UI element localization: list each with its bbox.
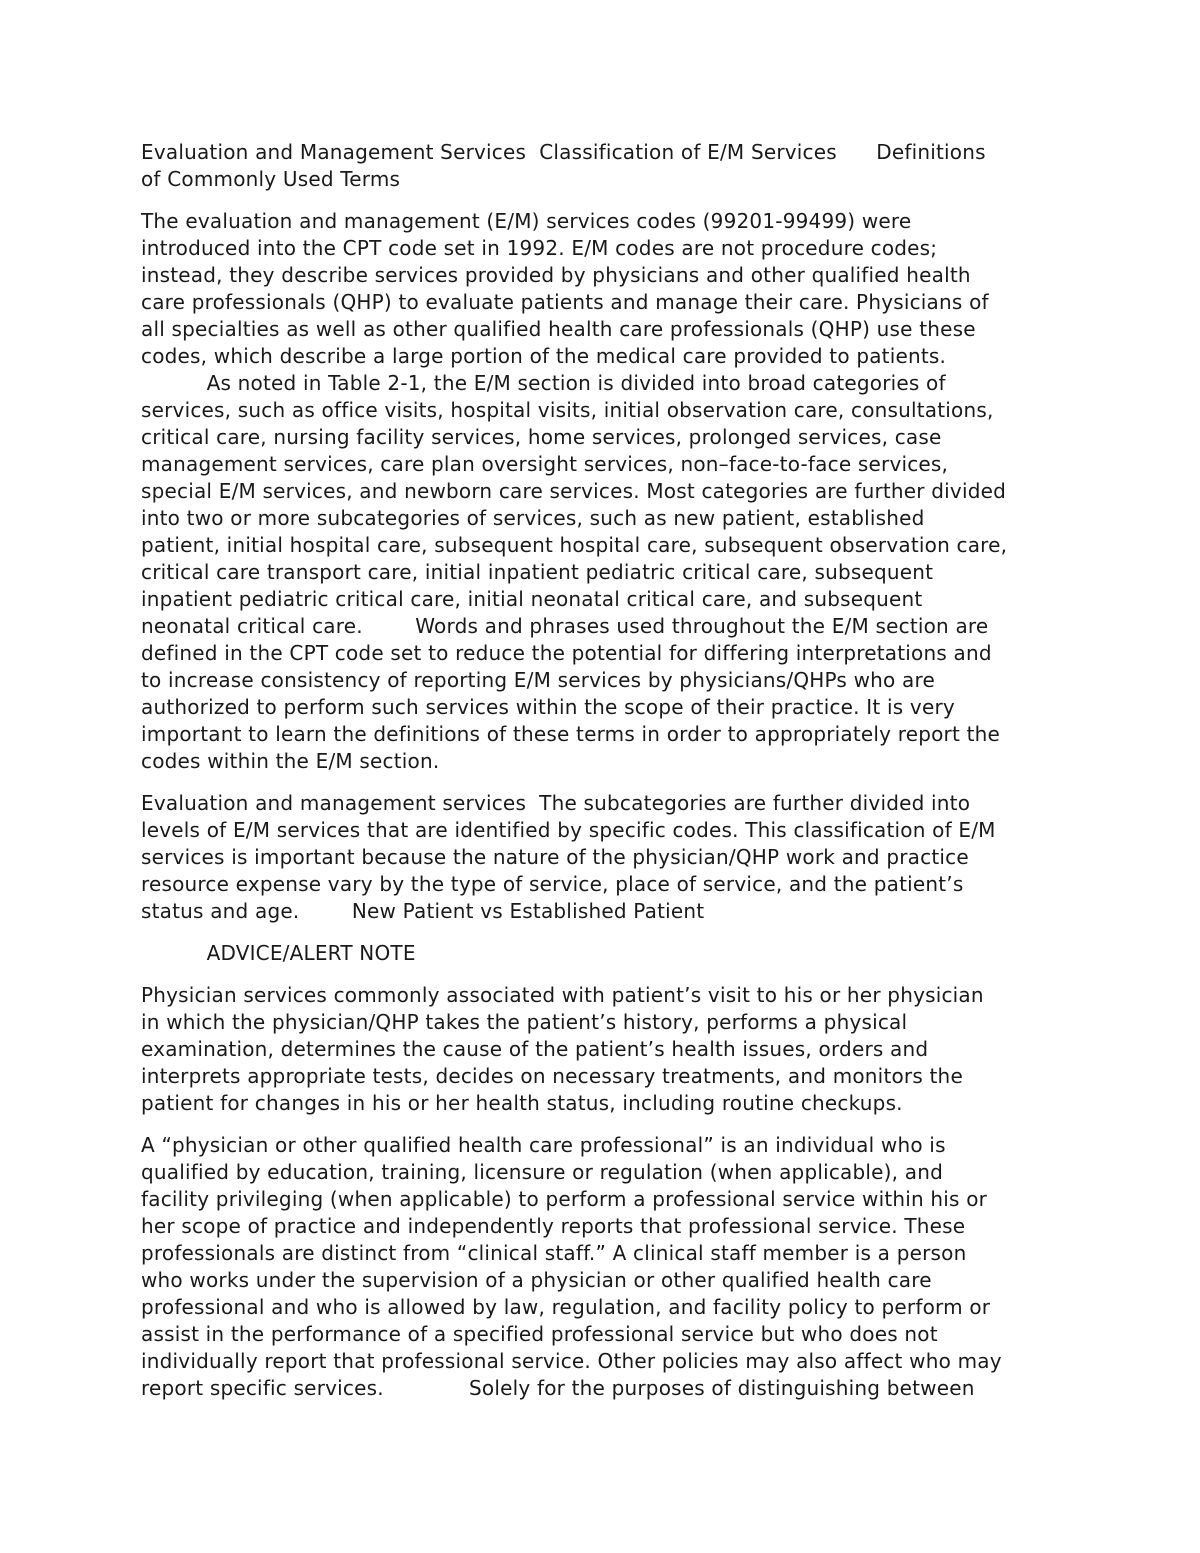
text-line: As noted in Table 2-1, the E/M section is divided into broad categories of xyxy=(141,371,946,395)
text-line: patient, initial hospital care, subsequent hospital care, subsequent observation care, xyxy=(141,533,1008,557)
text-line: important to learn the definitions of these terms in order to appropriately report the xyxy=(141,722,1001,746)
text-line: critical care, nursing facility services, home services, prolonged services, case xyxy=(141,425,942,449)
paragraph-qhp-definition xyxy=(141,1132,1061,1402)
text-line: services is important because the nature of the physician/QHP work and practice xyxy=(141,845,969,869)
text-line: resource expense vary by the type of service, place of service, and the patient’s xyxy=(141,872,964,896)
text-line: special E/M services, and newborn care services. Most categories are further divided xyxy=(141,479,1007,503)
paragraph-physician-services xyxy=(141,982,1061,1117)
text-line: care professionals (QHP) to evaluate patients and manage their care. Physicians of xyxy=(141,290,989,314)
text-line: levels of E/M services that are identified by specific codes. This classification of E/M xyxy=(141,818,996,842)
text-line: introduced into the CPT code set in 1992. E/M codes are not procedure codes; xyxy=(141,236,938,260)
text-line: A “physician or other qualified health care professional” is an individual who is xyxy=(141,1133,946,1157)
text-line: her scope of practice and independently reports that professional service. These xyxy=(141,1214,966,1238)
text-line: Physician services commonly associated with patient’s visit to his or her physician xyxy=(141,983,984,1007)
text-line: patient for changes in his or her health status, including routine checkups. xyxy=(141,1091,903,1115)
text-line: in which the physician/QHP takes the patient’s history, performs a physical xyxy=(141,1010,908,1034)
text-line: codes, which describe a large portion of the medical care provided to patients. xyxy=(141,344,947,368)
text-line: to increase consistency of reporting E/M services by physicians/QHPs who are xyxy=(141,668,935,692)
document-heading xyxy=(141,139,1061,193)
text-line: all specialties as well as other qualified health care professionals (QHP) use these xyxy=(141,317,976,341)
text-line: inpatient pediatric critical care, initial neonatal critical care, and subsequent xyxy=(141,587,923,611)
text-line: Evaluation and management services The subcategories are further divided into xyxy=(141,791,971,815)
text-line: management services, care plan oversight services, non–face-to-face services, xyxy=(141,452,949,476)
text-line: authorized to perform such services within the scope of their practice. It is very xyxy=(141,695,955,719)
text-line: into two or more subcategories of services, such as new patient, established xyxy=(141,506,925,530)
text-line: interprets appropriate tests, decides on necessary treatments, and monitors the xyxy=(141,1064,963,1088)
heading-line: Evaluation and Management Services Classification of E/M Services Definitions xyxy=(141,140,986,164)
text-line: qualified by education, training, licensure or regulation (when applicable), and xyxy=(141,1160,944,1184)
text-line: codes within the E/M section. xyxy=(141,749,440,773)
text-line: neonatal critical care. Words and phrases used throughout the E/M section are xyxy=(141,614,989,638)
text-line: who works under the supervision of a physician or other qualified health care xyxy=(141,1268,932,1292)
text-line: The evaluation and management (E/M) services codes (99201-99499) were xyxy=(141,209,912,233)
text-line: instead, they describe services provided by physicians and other qualified health xyxy=(141,263,971,287)
paragraph-subcategories xyxy=(141,790,1061,925)
text-line: facility privileging (when applicable) to perform a professional service within his or xyxy=(141,1187,988,1211)
text-line: critical care transport care, initial inpatient pediatric critical care, subsequent xyxy=(141,560,934,584)
text-line: assist in the performance of a specified professional service but who does not xyxy=(141,1322,938,1346)
advice-alert-note xyxy=(141,940,1061,967)
text-line: professional and who is allowed by law, regulation, and facility policy to perform or xyxy=(141,1295,991,1319)
text-line: individually report that professional service. Other policies may also affect who may xyxy=(141,1349,1002,1373)
note-label: ADVICE/ALERT NOTE xyxy=(141,941,416,965)
text-line: services, such as office visits, hospital visits, initial observation care, consultations, xyxy=(141,398,994,422)
text-line: status and age. New Patient vs Established Patient xyxy=(141,899,705,923)
document-page xyxy=(141,139,1061,1417)
heading-line: of Commonly Used Terms xyxy=(141,167,401,191)
paragraph-intro xyxy=(141,208,1061,775)
text-line: examination, determines the cause of the patient’s health issues, orders and xyxy=(141,1037,929,1061)
text-line: professionals are distinct from “clinical staff.” A clinical staff member is a person xyxy=(141,1241,967,1265)
text-line: defined in the CPT code set to reduce the potential for differing interpretations and xyxy=(141,641,992,665)
text-line: report specific services. Solely for the purposes of distinguishing between xyxy=(141,1376,975,1400)
